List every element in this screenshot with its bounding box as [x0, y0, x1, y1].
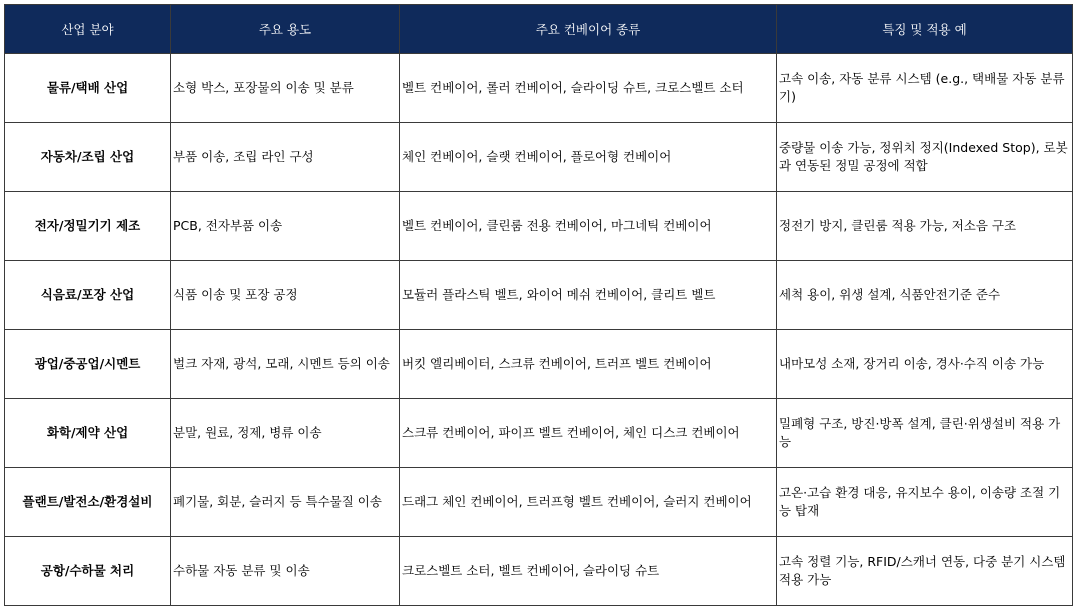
table-row: [5, 468, 1073, 537]
header-industry-field: 산업 분야: [5, 5, 171, 54]
conveyor-types-cell: 크로스벨트 소터, 벨트 컨베이어, 슬라이딩 슈트: [400, 537, 777, 606]
table-row: [5, 399, 1073, 468]
header-features-examples: 특징 및 적용 예: [777, 5, 1073, 54]
conveyor-types-cell: 드래그 체인 컨베이어, 트러프형 벨트 컨베이어, 슬러지 컨베이어: [400, 468, 777, 537]
header-row: [5, 5, 1073, 54]
features-cell: 세척 용이, 위생 설계, 식품안전기준 준수: [777, 261, 1073, 330]
table-container: [4, 4, 1073, 606]
table-row: [5, 192, 1073, 261]
industry-field-cell: 플랜트/발전소/환경설비: [5, 468, 171, 537]
features-cell: 고속 이송, 자동 분류 시스템 (e.g., 택배물 자동 분류기): [777, 54, 1073, 123]
features-cell: 중량물 이송 가능, 정위치 정지(Indexed Stop), 로봇과 연동된 정밀 공정에 적합: [777, 123, 1073, 192]
industry-field-cell: 전자/정밀기기 제조: [5, 192, 171, 261]
industry-field-cell: 물류/택배 산업: [5, 54, 171, 123]
usage-cell: 식품 이송 및 포장 공정: [171, 261, 400, 330]
features-cell: 밀폐형 구조, 방진·방폭 설계, 클린·위생설비 적용 가능: [777, 399, 1073, 468]
usage-cell: 소형 박스, 포장물의 이송 및 분류: [171, 54, 400, 123]
industry-field-cell: 자동차/조립 산업: [5, 123, 171, 192]
header-conveyor-types: 주요 컨베이어 종류: [400, 5, 777, 54]
usage-cell: 폐기물, 회분, 슬러지 등 특수물질 이송: [171, 468, 400, 537]
usage-cell: 수하물 자동 분류 및 이송: [171, 537, 400, 606]
features-cell: 고온·고습 환경 대응, 유지보수 용이, 이송량 조절 기능 탑재: [777, 468, 1073, 537]
conveyor-types-cell: 벨트 컨베이어, 클린룸 전용 컨베이어, 마그네틱 컨베이어: [400, 192, 777, 261]
conveyor-types-cell: 버킷 엘리베이터, 스크류 컨베이어, 트러프 벨트 컨베이어: [400, 330, 777, 399]
conveyor-types-cell: 체인 컨베이어, 슬랫 컨베이어, 플로어형 컨베이어: [400, 123, 777, 192]
usage-cell: 부품 이송, 조립 라인 구성: [171, 123, 400, 192]
industry-field-cell: 화학/제약 산업: [5, 399, 171, 468]
table-row: [5, 123, 1073, 192]
conveyor-types-cell: 스크류 컨베이어, 파이프 벨트 컨베이어, 체인 디스크 컨베이어: [400, 399, 777, 468]
industry-field-cell: 공항/수하물 처리: [5, 537, 171, 606]
conveyor-types-cell: 모듈러 플라스틱 벨트, 와이어 메쉬 컨베이어, 클리트 벨트: [400, 261, 777, 330]
industry-field-cell: 광업/중공업/시멘트: [5, 330, 171, 399]
usage-cell: 분말, 원료, 정제, 병류 이송: [171, 399, 400, 468]
features-cell: 정전기 방지, 클린룸 적용 가능, 저소음 구조: [777, 192, 1073, 261]
usage-cell: 벌크 자재, 광석, 모래, 시멘트 등의 이송: [171, 330, 400, 399]
features-cell: 고속 정렬 기능, RFID/스캐너 연동, 다중 분기 시스템 적용 가능: [777, 537, 1073, 606]
table-row: [5, 54, 1073, 123]
table-row: [5, 537, 1073, 606]
conveyor-types-cell: 벨트 컨베이어, 롤러 컨베이어, 슬라이딩 슈트, 크로스벨트 소터: [400, 54, 777, 123]
usage-cell: PCB, 전자부품 이송: [171, 192, 400, 261]
header-main-usage: 주요 용도: [171, 5, 400, 54]
industry-conveyor-table: [4, 4, 1073, 606]
table-row: [5, 330, 1073, 399]
industry-field-cell: 식음료/포장 산업: [5, 261, 171, 330]
table-row: [5, 261, 1073, 330]
features-cell: 내마모성 소재, 장거리 이송, 경사·수직 이송 가능: [777, 330, 1073, 399]
